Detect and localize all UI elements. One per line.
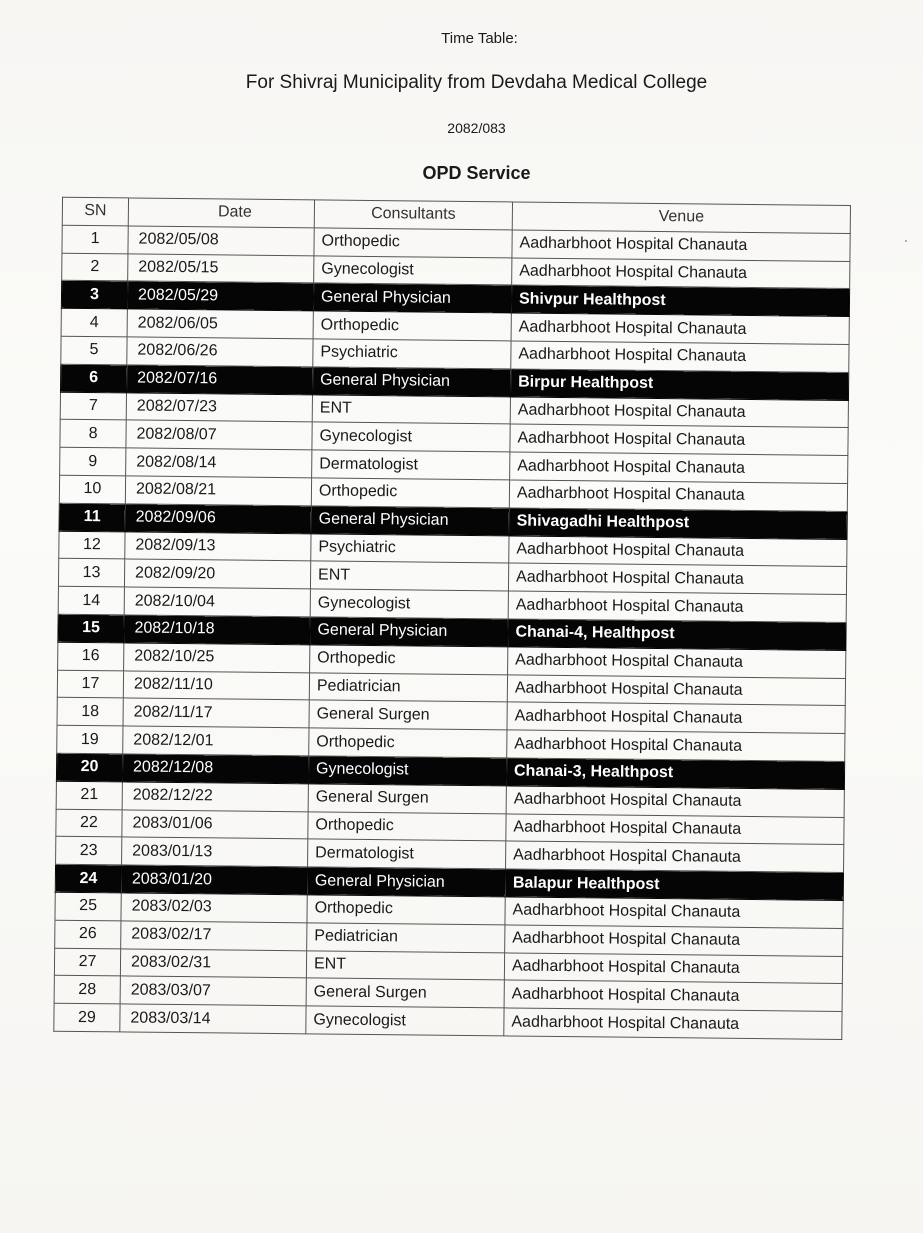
cell-venue: Aadharbhoot Hospital Chanauta bbox=[511, 341, 849, 372]
cell-date: 2083/01/13 bbox=[122, 837, 308, 867]
cell-consultant: Orthopedic bbox=[314, 228, 512, 258]
cell-venue: Aadharbhoot Hospital Chanauta bbox=[508, 563, 846, 594]
cell-consultant: Dermatologist bbox=[308, 839, 506, 869]
cell-venue: Aadharbhoot Hospital Chanauta bbox=[510, 424, 848, 455]
column-header-consultants: Consultants bbox=[314, 200, 512, 230]
column-header-date: Date bbox=[128, 198, 314, 228]
cell-sn: 18 bbox=[57, 698, 123, 726]
cell-venue: Aadharbhoot Hospital Chanauta bbox=[504, 952, 842, 983]
cell-sn: 21 bbox=[56, 781, 122, 809]
cell-consultant: General Surgen bbox=[306, 978, 504, 1008]
cell-date: 2083/02/17 bbox=[121, 921, 307, 951]
cell-consultant: Gynecologist bbox=[308, 756, 506, 786]
cell-consultant: Gynecologist bbox=[312, 422, 510, 452]
cell-venue: Aadharbhoot Hospital Chanauta bbox=[505, 925, 843, 956]
cell-sn: 15 bbox=[58, 614, 124, 642]
cell-sn: 13 bbox=[58, 559, 124, 587]
cell-venue: Birpur Healthpost bbox=[510, 369, 848, 400]
cell-venue: Aadharbhoot Hospital Chanauta bbox=[506, 841, 844, 872]
cell-venue: Shivagadhi Healthpost bbox=[509, 508, 847, 539]
cell-sn: 22 bbox=[56, 809, 122, 837]
cell-date: 2083/01/20 bbox=[121, 865, 307, 895]
cell-venue: Aadharbhoot Hospital Chanauta bbox=[506, 813, 844, 844]
cell-venue: Shivpur Healthpost bbox=[511, 285, 849, 316]
cell-consultant: General Physician bbox=[307, 867, 505, 897]
cell-sn: 12 bbox=[59, 531, 125, 559]
cell-sn: 27 bbox=[54, 948, 120, 976]
cell-sn: 3 bbox=[61, 281, 127, 309]
cell-venue: Aadharbhoot Hospital Chanauta bbox=[506, 786, 844, 817]
cell-date: 2083/03/14 bbox=[120, 1004, 306, 1034]
cell-sn: 29 bbox=[54, 1003, 120, 1031]
cell-date: 2082/10/25 bbox=[124, 643, 310, 673]
cell-venue: Aadharbhoot Hospital Chanauta bbox=[507, 674, 845, 705]
cell-date: 2082/12/22 bbox=[122, 782, 308, 812]
paper-speck bbox=[905, 240, 907, 242]
cell-venue: Aadharbhoot Hospital Chanauta bbox=[509, 535, 847, 566]
cell-sn: 10 bbox=[59, 475, 125, 503]
cell-venue: Chanai-3, Healthpost bbox=[506, 758, 844, 789]
cell-date: 2082/11/17 bbox=[123, 698, 309, 728]
cell-date: 2082/06/26 bbox=[127, 337, 313, 367]
cell-sn: 17 bbox=[57, 670, 123, 698]
cell-venue: Chanai-4, Healthpost bbox=[508, 619, 846, 650]
cell-venue: Aadharbhoot Hospital Chanauta bbox=[507, 702, 845, 733]
cell-consultant: Orthopedic bbox=[308, 811, 506, 841]
cell-consultant: Pediatrician bbox=[307, 923, 505, 953]
cell-sn: 20 bbox=[56, 753, 122, 781]
cell-venue: Aadharbhoot Hospital Chanauta bbox=[504, 1008, 842, 1039]
column-header-sn: SN bbox=[62, 197, 128, 225]
cell-consultant: General Surgen bbox=[309, 700, 507, 730]
cell-consultant: General Surgen bbox=[308, 784, 506, 814]
cell-venue: Aadharbhoot Hospital Chanauta bbox=[512, 258, 850, 289]
schedule-table bbox=[53, 197, 851, 1040]
cell-date: 2082/10/18 bbox=[124, 615, 310, 645]
cell-sn: 23 bbox=[56, 837, 122, 865]
cell-consultant: General Physician bbox=[311, 506, 509, 536]
cell-consultant: Orthopedic bbox=[313, 311, 511, 341]
cell-consultant: Pediatrician bbox=[309, 672, 507, 702]
column-header-venue: Venue bbox=[512, 202, 850, 233]
table-body bbox=[54, 225, 850, 1039]
fiscal-year: 2082/083 bbox=[447, 120, 506, 136]
cell-consultant: Gynecologist bbox=[314, 255, 512, 285]
cell-consultant: Orthopedic bbox=[309, 728, 507, 758]
cell-consultant: ENT bbox=[312, 394, 510, 424]
cell-date: 2082/06/05 bbox=[127, 309, 313, 339]
cell-venue: Aadharbhoot Hospital Chanauta bbox=[505, 897, 843, 928]
cell-date: 2083/02/31 bbox=[120, 948, 306, 978]
cell-consultant: Psychiatric bbox=[311, 533, 509, 563]
cell-consultant: Orthopedic bbox=[307, 895, 505, 925]
cell-date: 2082/08/07 bbox=[126, 420, 312, 450]
cell-venue: Aadharbhoot Hospital Chanauta bbox=[508, 647, 846, 678]
cell-consultant: Gynecologist bbox=[306, 1006, 504, 1036]
cell-venue: Aadharbhoot Hospital Chanauta bbox=[512, 230, 850, 261]
cell-date: 2082/05/08 bbox=[128, 226, 314, 256]
cell-sn: 26 bbox=[55, 920, 121, 948]
cell-date: 2083/03/07 bbox=[120, 976, 306, 1006]
cell-venue: Aadharbhoot Hospital Chanauta bbox=[510, 397, 848, 428]
cell-sn: 7 bbox=[60, 392, 126, 420]
cell-sn: 28 bbox=[54, 976, 120, 1004]
cell-sn: 25 bbox=[55, 892, 121, 920]
cell-date: 2082/12/01 bbox=[123, 726, 309, 756]
cell-date: 2082/09/20 bbox=[124, 559, 310, 589]
cell-consultant: Orthopedic bbox=[311, 478, 509, 508]
cell-date: 2083/02/03 bbox=[121, 893, 307, 923]
cell-sn: 6 bbox=[61, 364, 127, 392]
cell-date: 2083/01/06 bbox=[122, 809, 308, 839]
cell-venue: Aadharbhoot Hospital Chanauta bbox=[504, 980, 842, 1011]
cell-sn: 16 bbox=[58, 642, 124, 670]
cell-sn: 4 bbox=[61, 308, 127, 336]
cell-consultant: ENT bbox=[306, 950, 504, 980]
section-title: OPD Service bbox=[422, 163, 531, 183]
cell-date: 2082/11/10 bbox=[123, 670, 309, 700]
cell-consultant: General Physician bbox=[310, 617, 508, 647]
cell-date: 2082/09/06 bbox=[125, 504, 311, 534]
cell-sn: 9 bbox=[60, 447, 126, 475]
cell-date: 2082/07/16 bbox=[126, 365, 312, 395]
cell-consultant: ENT bbox=[310, 561, 508, 591]
cell-sn: 5 bbox=[61, 336, 127, 364]
cell-date: 2082/10/04 bbox=[124, 587, 310, 617]
cell-date: 2082/07/23 bbox=[126, 393, 312, 423]
cell-date: 2082/12/08 bbox=[122, 754, 308, 784]
cell-sn: 2 bbox=[62, 253, 128, 281]
cell-date: 2082/09/13 bbox=[125, 531, 311, 561]
cell-sn: 19 bbox=[57, 725, 123, 753]
cell-sn: 11 bbox=[59, 503, 125, 531]
cell-date: 2082/08/21 bbox=[125, 476, 311, 506]
cell-sn: 1 bbox=[62, 225, 128, 253]
cell-venue: Aadharbhoot Hospital Chanauta bbox=[509, 480, 847, 511]
cell-sn: 14 bbox=[58, 586, 124, 614]
cell-venue: Aadharbhoot Hospital Chanauta bbox=[508, 591, 846, 622]
cell-sn: 8 bbox=[60, 420, 126, 448]
cell-date: 2082/08/14 bbox=[126, 448, 312, 478]
cell-consultant: Dermatologist bbox=[312, 450, 510, 480]
cell-date: 2082/05/29 bbox=[127, 281, 313, 311]
cell-venue: Aadharbhoot Hospital Chanauta bbox=[507, 730, 845, 761]
cell-venue: Balapur Healthpost bbox=[505, 869, 843, 900]
cell-consultant: Psychiatric bbox=[313, 339, 511, 369]
cell-sn: 24 bbox=[55, 864, 121, 892]
document-subtitle: For Shivraj Municipality from Devdaha Medical College bbox=[245, 72, 708, 93]
cell-consultant: General Physician bbox=[313, 283, 511, 313]
cell-venue: Aadharbhoot Hospital Chanauta bbox=[510, 452, 848, 483]
cell-venue: Aadharbhoot Hospital Chanauta bbox=[511, 313, 849, 344]
cell-consultant: Orthopedic bbox=[310, 645, 508, 675]
time-table-label: Time Table: bbox=[441, 30, 518, 47]
cell-consultant: General Physician bbox=[312, 367, 510, 397]
cell-date: 2082/05/15 bbox=[128, 254, 314, 284]
cell-consultant: Gynecologist bbox=[310, 589, 508, 619]
